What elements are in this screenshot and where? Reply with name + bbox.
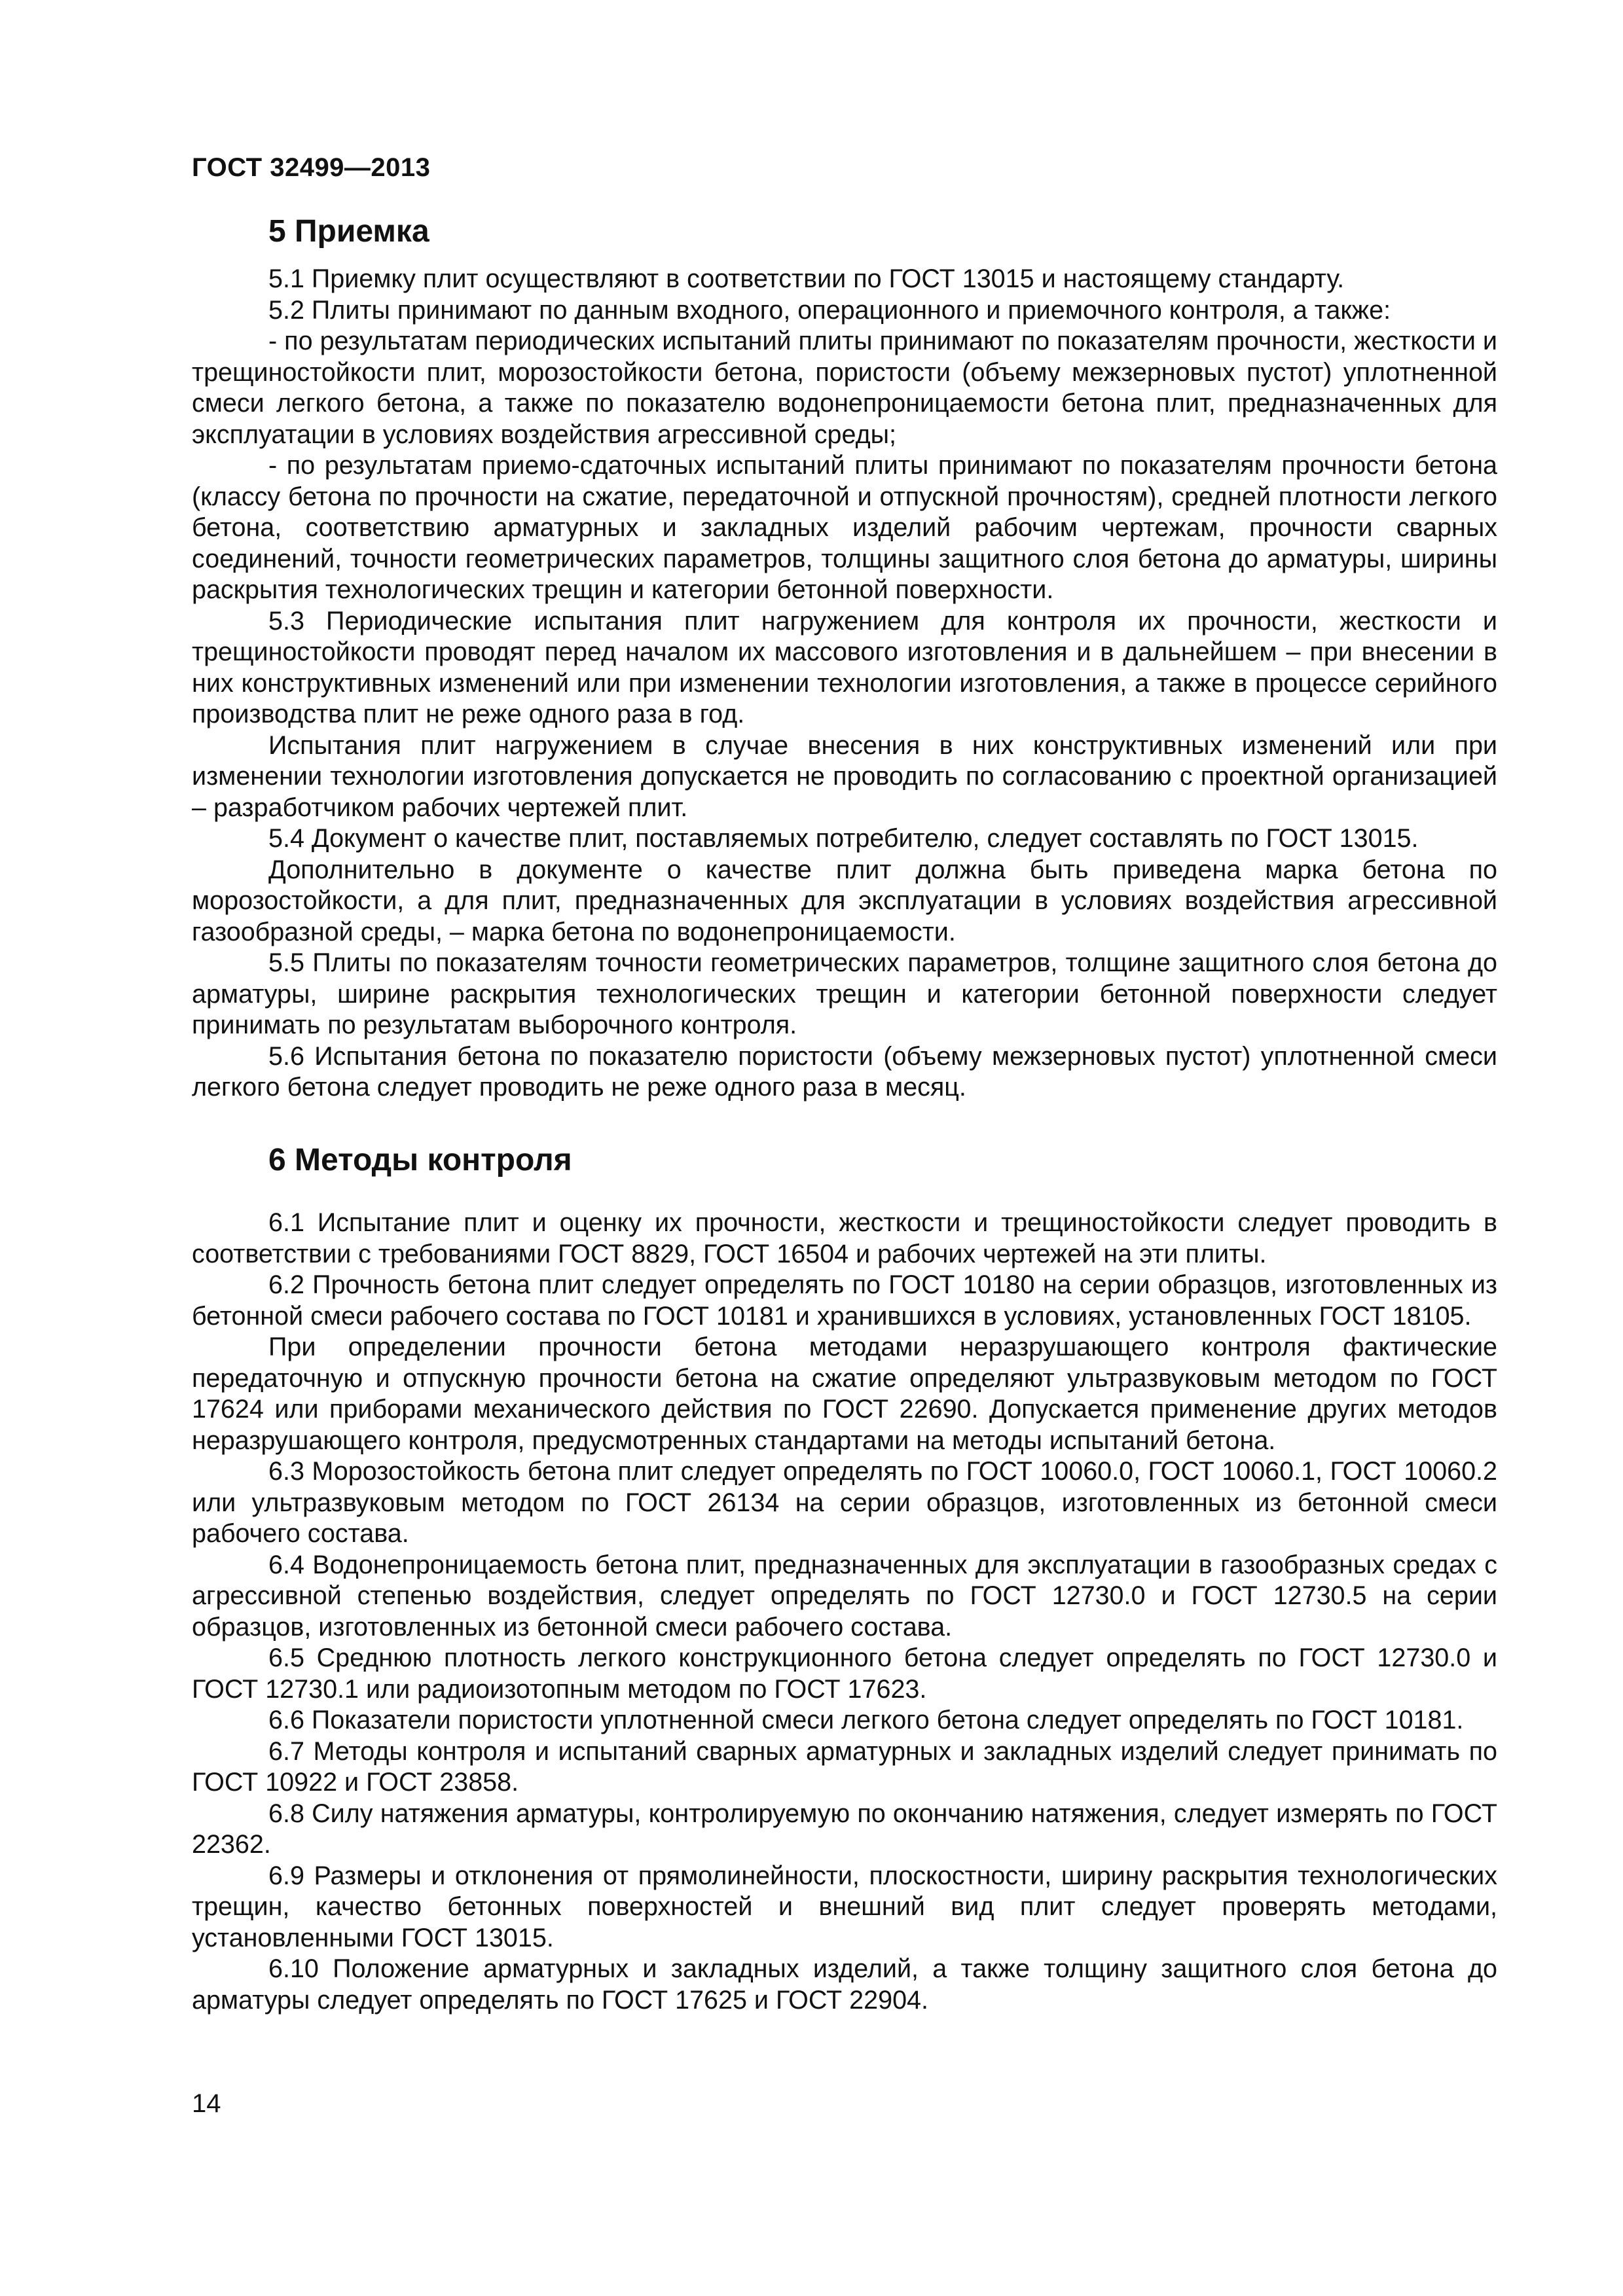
paragraph-6-10: 6.10 Положение арматурных и закладных изделий, а также толщину защитного слоя бетона до арматуры следует определять по ГОСТ 17625 и ГОСТ 22904. xyxy=(192,1954,1497,2015)
paragraph-6-2: 6.2 Прочность бетона плит следует определять по ГОСТ 10180 на серии образцов, изготовленных из бетонной смеси рабочего состава по ГОСТ 10181 и хранившихся в условиях, установленных ГОСТ 18105. xyxy=(192,1270,1497,1331)
section-5-body xyxy=(192,264,1497,1103)
paragraph-6-4: 6.4 Водонепроницаемость бетона плит, предназначенных для эксплуатации в газообразных средах с агрессивной степенью воздействия, следует определять по ГОСТ 12730.0 и ГОСТ 12730.5 на серии образцов, изготовленных из бетонной смеси рабочего состава. xyxy=(192,1550,1497,1641)
paragraph-6-1: 6.1 Испытание плит и оценку их прочности, жесткости и трещиностойкости следует проводить в соответствии с требованиями ГОСТ 8829, ГОСТ 16504 и рабочих чертежей на эти плиты. xyxy=(192,1208,1497,1268)
section-5-title: 5 Приемка xyxy=(268,214,429,249)
paragraph-6-6: 6.6 Показатели пористости уплотненной смеси легкого бетона следует определять по ГОСТ 10181. xyxy=(268,1706,1464,1734)
paragraph-5-2: 5.2 Плиты принимают по данным входного, операционного и приемочного контроля, а также: xyxy=(268,295,1391,325)
document-code: ГОСТ 32499—2013 xyxy=(192,153,431,182)
paragraph-5-3: 5.3 Периодические испытания плит нагружением для контроля их прочности, жесткости и трещиностойкости проводят перед началом их массового изготовления и в дальнейшем – при внесении в них конструктивных изменений или при изменении технологии изготовления, а также в процессе серийного производства плит не реже одного раза в год. xyxy=(192,606,1497,728)
page-number: 14 xyxy=(192,2089,221,2118)
paragraph-5-3-loading-tests: Испытания плит нагружением в случае внесения в них конструктивных изменений или при изменении технологии изготовления допускается не проводить по согласованию с проектной организацией – разработчиком рабочих чертежей плит. xyxy=(192,730,1497,822)
paragraph-6-8: 6.8 Силу натяжения арматуры, контролируемую по окончанию натяжения, следует измерять по ГОСТ 22362. xyxy=(192,1799,1497,1859)
paragraph-5-5: 5.5 Плиты по показателям точности геометрических параметров, толщине защитного слоя бетона до арматуры, ширине раскрытия технологических трещин и категории бетонной поверхности следует принимать по результатам выборочного контроля. xyxy=(192,948,1497,1039)
paragraph-6-7: 6.7 Методы контроля и испытаний сварных арматурных и закладных изделий следует принимать по ГОСТ 10922 и ГОСТ 23858. xyxy=(192,1736,1497,1797)
paragraph-5-2-periodic: - по результатам периодических испытаний плиты принимают по показателям прочности, жесткости и трещиностойкости плит, морозостойкости бетона, пористости (объему межзерновых пустот) уплотненной смеси легкого бетона, а также по показателю водонепроницаемости бетона плит, предназначенных для эксплуатации в условиях воздействия агрессивной среды; xyxy=(192,327,1497,449)
paragraph-5-6: 5.6 Испытания бетона по показателю пористости (объему межзерновых пустот) уплотненной смеси легкого бетона следует проводить не реже одного раза в месяц. xyxy=(192,1041,1497,1102)
paragraph-5-4-additional: Дополнительно в документе о качестве плит должна быть приведена марка бетона по морозостойкости, а для плит, предназначенных для эксплуатации в условиях воздействия агрессивной газообразной среды, – марка бетона по водонепроницаемости. xyxy=(192,855,1497,946)
paragraph-5-2-acceptance: - по результатам приемо-сдаточных испытаний плиты принимают по показателям прочности бетона (классу бетона по прочности на сжатие, передаточной и отпускной прочностям), средней плотности легкого бетона, соответствию арматурных и закладных изделий рабочим чертежам, прочности сварных соединений, точности геометрических параметров, толщины защитного слоя бетона до арматуры, ширины раскрытия технологических трещин и категории бетонной поверхности. xyxy=(192,451,1497,604)
paragraph-5-1: 5.1 Приемку плит осуществляют в соответствии по ГОСТ 13015 и настоящему стандарту. xyxy=(268,264,1345,293)
section-6-body xyxy=(192,1208,1497,2016)
paragraph-6-5: 6.5 Среднюю плотность легкого конструкционного бетона следует определять по ГОСТ 12730.0 и ГОСТ 12730.1 или радиоизотопным методом по ГОСТ 17623. xyxy=(192,1643,1497,1704)
paragraph-6-9: 6.9 Размеры и отклонения от прямолинейности, плоскостности, ширину раскрытия технологических трещин, качество бетонных поверхностей и внешний вид плит следует проверять методами, установленными ГОСТ 13015. xyxy=(192,1861,1497,1952)
paragraph-6-2-nondestructive: При определении прочности бетона методами неразрушающего контроля фактические передаточную и отпускную прочности бетона на сжатие определяют ультразвуковым методом по ГОСТ 17624 или приборами механического действия по ГОСТ 22690. Допускается применение других методов неразрушающего контроля, предусмотренных стандартами на методы испытаний бетона. xyxy=(192,1333,1497,1455)
paragraph-6-3: 6.3 Морозостойкость бетона плит следует определять по ГОСТ 10060.0, ГОСТ 10060.1, ГОСТ 10060.2 или ультразвуковым методом по ГОСТ 26134 на серии образцов, изготовленных из бетонной смеси рабочего состава. xyxy=(192,1457,1497,1548)
section-6-title: 6 Методы контроля xyxy=(268,1143,572,1177)
paragraph-5-4: 5.4 Документ о качестве плит, поставляемых потребителю, следует составлять по ГОСТ 13015. xyxy=(268,824,1419,853)
